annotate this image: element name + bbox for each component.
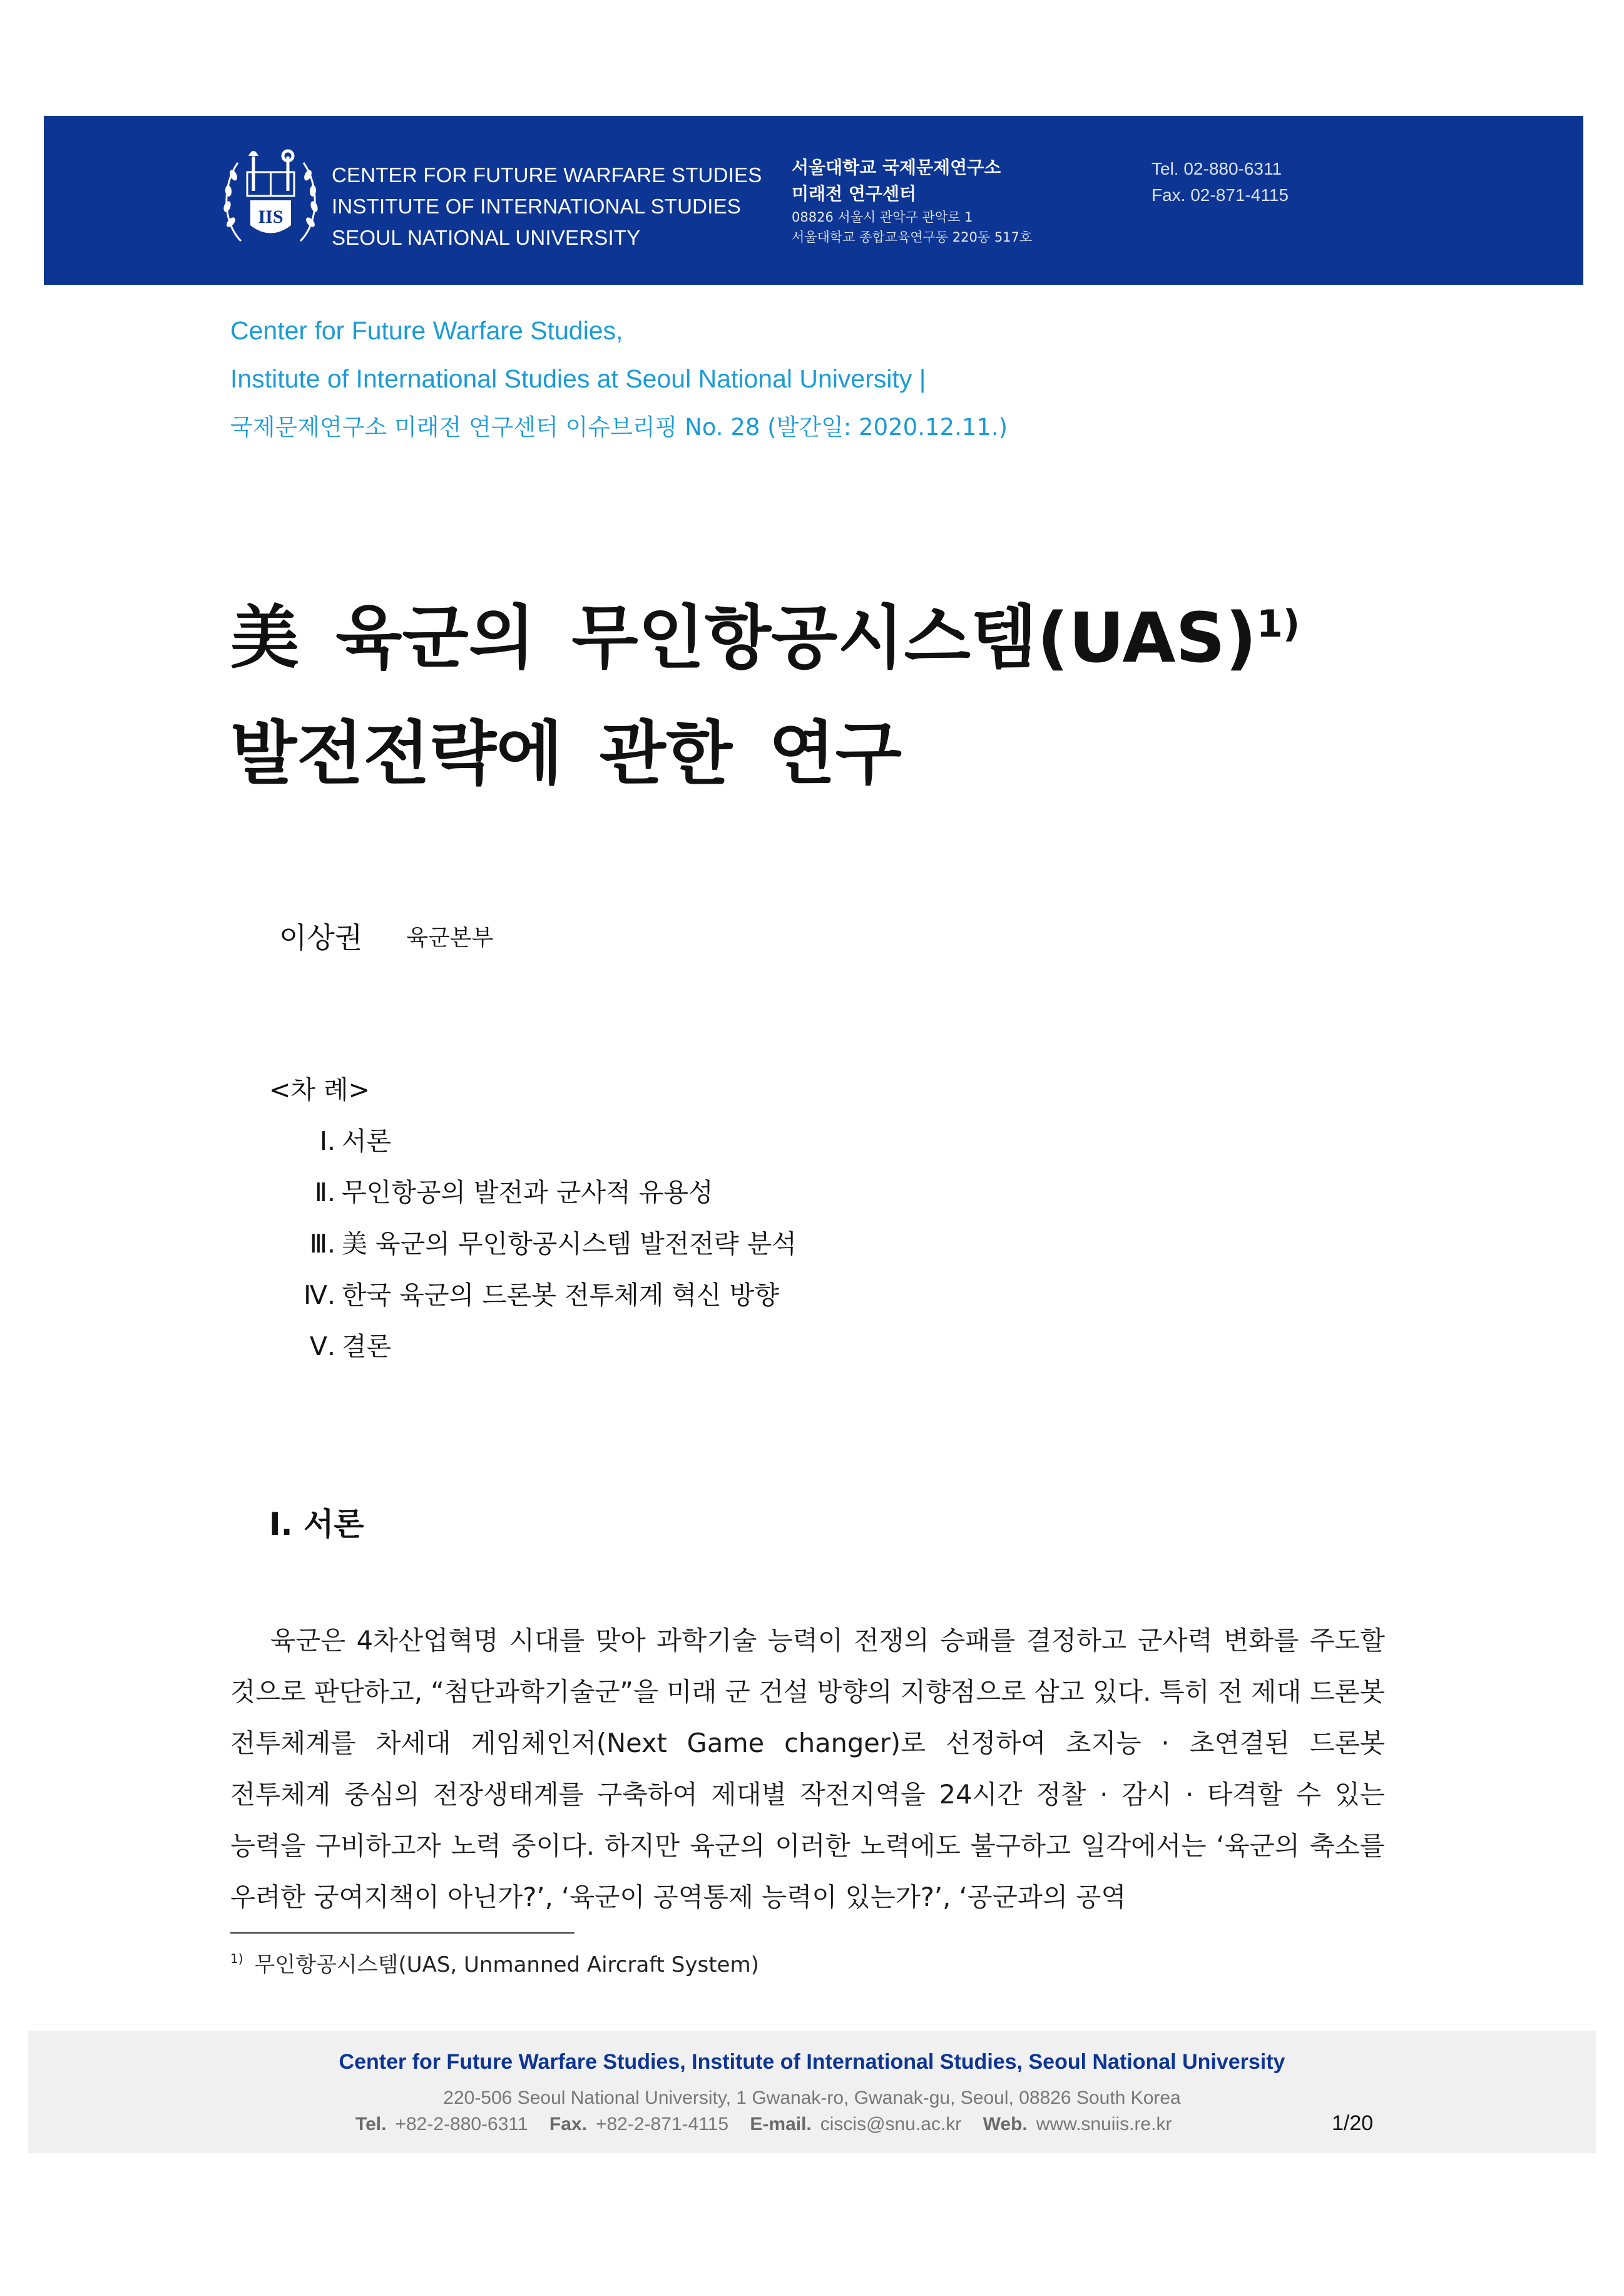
author-affiliation: 육군본부 xyxy=(406,925,494,951)
author-name: 이상권 xyxy=(279,921,363,955)
toc-item xyxy=(269,1218,797,1269)
footer-fax: +82-2-871-4115 xyxy=(595,2114,729,2135)
toc-heading: <차 례> xyxy=(269,1075,370,1105)
banner-kr-address-2: 서울대학교 종합교육연구동 220동 517호 xyxy=(792,230,1033,245)
toc-item xyxy=(269,1269,797,1321)
footer-fax-label: Fax. xyxy=(549,2114,587,2135)
toc-item-label: 결론 xyxy=(342,1331,392,1361)
banner-kr-org-2: 미래전 연구센터 xyxy=(792,183,917,204)
body-paragraph: 육군은 4차산업혁명 시대를 맞아 과학기술 능력이 전쟁의 승패를 결정하고 군사력 변화를 주도할 것으로 판단하고, “첨단과학기술군”을 미래 군 건설 방향의 지향점으로 삼고 있다. 특히 전 제대 드론봇 전투체계를 차세대 게임체인저(Next Game changer)로 선정하여 초지능 · 초연결된 드론봇 전투체계 중심의 전장생태계를 구축하여 제대별 작전지역을 24시간 정찰 · 감시 · 타격할 수 있는 능력을 구비하고자 노력 중이다. 하지만 육군의 이러한 노력에도 불구하고 일각에서는 ‘육군의 축소를 우려한 궁여지책이 아닌가?’, ‘육군이 공역통제 능력이 있는가?’, ‘공군과의 공역 xyxy=(230,1625,1385,1912)
toc-item-label: 美 육군의 무인항공시스템 발전전략 분석 xyxy=(342,1229,797,1259)
toc-item-number: Ⅲ. xyxy=(309,1229,335,1259)
footer-tel: +82-2-880-6311 xyxy=(395,2114,528,2135)
title-footnote-mark: 1) xyxy=(1257,602,1300,646)
banner-english-name xyxy=(332,160,762,254)
title-line-2: 발전전략에 관한 연구 xyxy=(230,714,902,794)
footnote xyxy=(230,1944,759,1980)
footer-email-label: E-mail. xyxy=(750,2114,812,2135)
footnote-divider xyxy=(230,1932,575,1934)
toc-item-number: Ⅰ. xyxy=(319,1126,335,1156)
toc-item-number: Ⅱ. xyxy=(314,1177,335,1207)
author-line xyxy=(279,919,493,957)
meta-issue-info: 국제문제연구소 미래전 연구센터 이슈브리핑 No. 28 (발간일: 2020.12.11.) xyxy=(230,414,1008,441)
banner-tel: Tel. 02-880-6311 xyxy=(1152,159,1282,178)
banner-contact xyxy=(1152,156,1289,208)
footer-web-label: Web. xyxy=(983,2114,1028,2135)
toc-item xyxy=(269,1167,797,1218)
document-title xyxy=(230,566,1300,812)
page-footer xyxy=(28,2031,1596,2153)
banner-en-line: INSTITUTE OF INTERNATIONAL STUDIES xyxy=(332,195,742,218)
footer-title: Center for Future Warfare Studies, Institute of International Studies, Seoul National University xyxy=(339,2050,1285,2074)
meta-center-name: Center for Future Warfare Studies, xyxy=(230,316,623,345)
banner-kr-org-1: 서울대학교 국제문제연구소 xyxy=(792,157,1001,178)
banner-kr-address-1: 08826 서울시 관악구 관악로 1 xyxy=(792,210,973,225)
toc-item-label: 한국 육군의 드론봇 전투체계 혁신 방향 xyxy=(342,1280,779,1310)
page-number: 1/20 xyxy=(1332,2111,1374,2135)
table-of-contents xyxy=(269,1064,797,1372)
toc-item xyxy=(269,1115,797,1167)
header-banner xyxy=(44,116,1583,285)
footnote-text: 무인항공시스템(UAS, Unmanned Aircraft System) xyxy=(254,1952,759,1977)
footer-email-link[interactable]: ciscis@snu.ac.kr xyxy=(820,2114,962,2135)
footnote-mark: 1) xyxy=(230,1951,243,1966)
title-line-1 xyxy=(230,566,1300,696)
banner-en-line: SEOUL NATIONAL UNIVERSITY xyxy=(332,226,641,249)
toc-item-number: Ⅳ. xyxy=(304,1280,335,1310)
snu-seal-logo xyxy=(216,147,325,254)
footer-contact xyxy=(355,2114,1172,2135)
meta-institute-name: Institute of International Studies at Seoul National University | xyxy=(230,364,926,393)
toc-item xyxy=(269,1321,797,1372)
banner-korean-name xyxy=(792,155,1032,247)
footer-web-link[interactable]: www.snuiis.re.kr xyxy=(1036,2114,1172,2135)
toc-item-label: 서론 xyxy=(342,1126,392,1156)
toc-item-label: 무인항공의 발전과 군사적 유용성 xyxy=(342,1177,713,1207)
banner-fax: Fax. 02-871-4115 xyxy=(1152,185,1289,205)
svg-text:IIS: IIS xyxy=(258,207,283,227)
section-heading: I. 서론 xyxy=(269,1506,364,1542)
toc-item-number: Ⅴ. xyxy=(309,1331,335,1361)
title-text-1: 美 육군의 무인항공시스템(UAS) xyxy=(230,598,1257,678)
banner-en-line: CENTER FOR FUTURE WARFARE STUDIES xyxy=(332,163,762,187)
footer-address: 220-506 Seoul National University, 1 Gwanak-ro, Gwanak-gu, Seoul, 08826 South Korea xyxy=(443,2088,1181,2108)
footer-tel-label: Tel. xyxy=(355,2114,387,2135)
issue-meta xyxy=(230,307,1008,451)
